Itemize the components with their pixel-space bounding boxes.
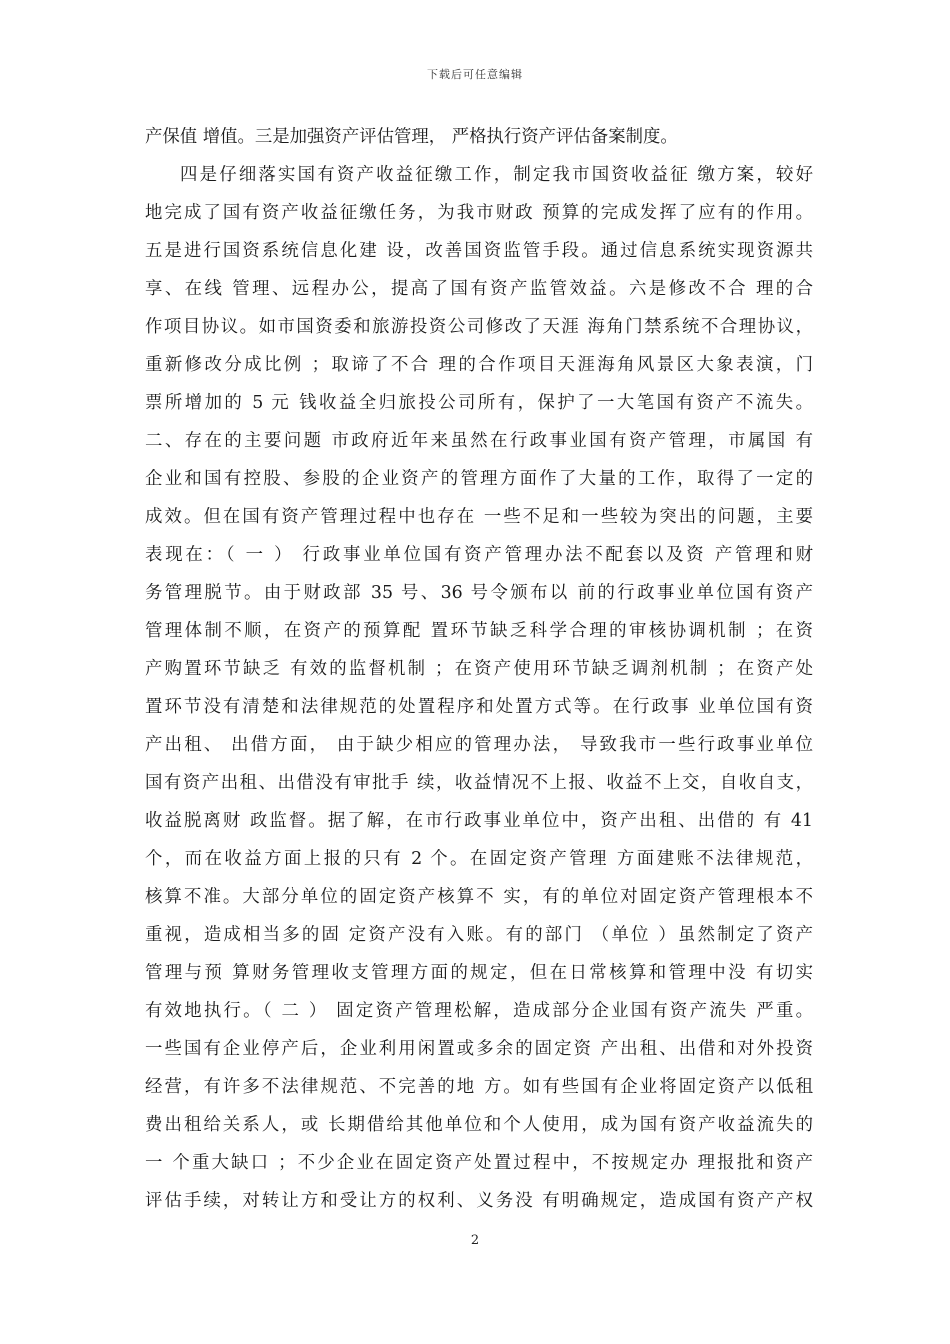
text-line: 管理与预 算财务管理收支管理方面的规定，但在日常核算和管理中没 有切实 bbox=[145, 963, 813, 983]
text-line: 一 个重大缺口 ；不少企业在固定资产处置过程中，不按规定办 理报批和资产 bbox=[145, 1153, 813, 1173]
page-header: 下载后可任意编辑 bbox=[427, 68, 523, 81]
page-number: 2 bbox=[470, 1233, 480, 1248]
text-line: 费出租给关系人，或 长期借给其他单位和个人使用，成为国有资产收益流失的 bbox=[145, 1115, 813, 1135]
text-line: 一些国有企业停产后，企业利用闲置或多余的固定资 产出租、出借和对外投资 bbox=[145, 1039, 813, 1059]
text-line: 重视，造成相当多的固 定资产没有入账。有的部门 （单位 ）虽然制定了资产 bbox=[145, 925, 813, 945]
text-line: 成效。但在国有资产管理过程中也存在 一些不足和一些较为突出的问题，主要 bbox=[145, 507, 813, 527]
text-line: 作项目协议。如市国资委和旅游投资公司修改了天涯 海角门禁系统不合理协议， bbox=[145, 317, 813, 337]
text-line: 四是仔细落实国有资产收益征缴工作，制定我市国资收益征 缴方案，较好 bbox=[180, 165, 813, 185]
text-line: 置环节没有清楚和法律规范的处置程序和处置方式等。在行政事 业单位国有资 bbox=[145, 697, 813, 717]
text-line: 经营，有许多不法律规范、不完善的地 方。如有些国有企业将固定资产以低租 bbox=[145, 1077, 813, 1097]
text-line: 享、在线 管理、远程办公，提高了国有资产监管效益。六是修改不合 理的合 bbox=[145, 279, 813, 299]
text-line: 收益脱离财 政监督。据了解，在市行政事业单位中，资产出租、出借的 有 41 bbox=[145, 811, 813, 831]
text-line: 产出租、 出借方面， 由于缺少相应的管理办法， 导致我市一些行政事业单位 bbox=[145, 735, 813, 755]
text-line: 产保值 增值。三是加强资产评估管理， 严格执行资产评估备案制度。 bbox=[145, 127, 678, 147]
text-line: 个，而在收益方面上报的只有 2 个。在固定资产管理 方面建账不法律规范， bbox=[145, 849, 813, 869]
text-line: 票所增加的 5 元 钱收益全归旅投公司所有，保护了一大笔国有资产不流失。 bbox=[145, 393, 813, 413]
text-line: 管理体制不顺，在资产的预算配 置环节缺乏科学合理的审核协调机制 ；在资 bbox=[145, 621, 813, 641]
text-line: 国有资产出租、出借没有审批手 续，收益情况不上报、收益不上交，自收自支， bbox=[145, 773, 813, 793]
text-line: 有效地执行。（ 二 ） 固定资产管理松解，造成部分企业国有资产流失 严重。 bbox=[145, 1001, 813, 1021]
text-line: 评估手续，对转让方和受让方的权利、义务没 有明确规定，造成国有资产产权 bbox=[145, 1191, 813, 1211]
text-line: 重新修改分成比例 ；取谛了不合 理的合作项目天涯海角风景区大象表演，门 bbox=[145, 355, 813, 375]
text-line: 务管理脱节。由于财政部 35 号、36 号令颁布以 前的行政事业单位国有资产 bbox=[145, 583, 813, 603]
text-line: 产购置环节缺乏 有效的监督机制 ；在资产使用环节缺乏调剂机制 ；在资产处 bbox=[145, 659, 813, 679]
text-line: 地完成了国有资产收益征缴任务，为我市财政 预算的完成发挥了应有的作用。 bbox=[145, 203, 813, 223]
text-line: 核算不准。大部分单位的固定资产核算不 实，有的单位对固定资产管理根本不 bbox=[145, 887, 813, 907]
text-line: 二、存在的主要问题 市政府近年来虽然在行政事业国有资产管理，市属国 有 bbox=[145, 431, 813, 451]
text-line: 企业和国有控股、参股的企业资产的管理方面作了大量的工作，取得了一定的 bbox=[145, 469, 813, 489]
text-line: 五是进行国资系统信息化建 设，改善国资监管手段。通过信息系统实现资源共 bbox=[145, 241, 813, 261]
text-line: 表现在：（ 一 ） 行政事业单位国有资产管理办法不配套以及资 产管理和财 bbox=[145, 545, 813, 565]
document-body bbox=[145, 118, 813, 1220]
